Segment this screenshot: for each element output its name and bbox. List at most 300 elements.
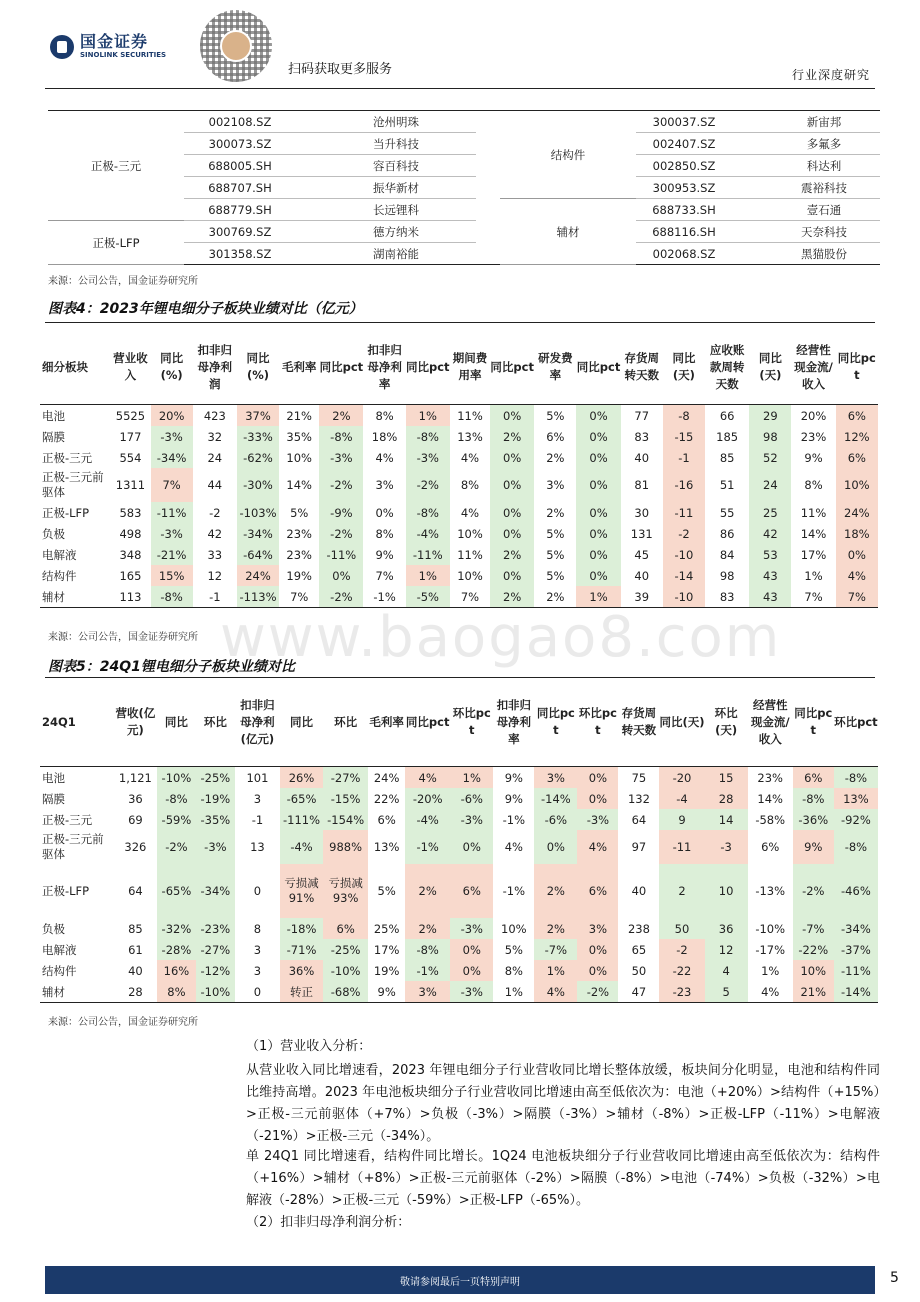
- table-cell: 9%: [375, 547, 394, 562]
- table-row: [40, 939, 878, 960]
- table-cell: 8%: [504, 963, 523, 978]
- table-cell: 0%: [375, 505, 394, 520]
- table-cell: 97: [631, 839, 647, 854]
- company-name: 振华新材: [316, 177, 476, 199]
- table-cell: 4%: [405, 767, 450, 789]
- company-name: 科达利: [768, 155, 880, 177]
- table-cell: -37%: [834, 939, 878, 960]
- stock-code: 002407.SZ: [636, 133, 732, 155]
- table-cell: 177: [119, 429, 142, 444]
- company-name: 震裕科技: [768, 177, 880, 199]
- report-type: 行业深度研究: [791, 68, 870, 82]
- table-cell: 4%: [534, 981, 577, 1003]
- table-cell: -11: [659, 830, 704, 864]
- table-row: [40, 960, 878, 981]
- row-label: 正极-三元: [42, 450, 93, 465]
- watermark: www.baogao8.com: [220, 605, 782, 670]
- column-header: 同比: [280, 678, 323, 767]
- column-header: 扣非归母净利(亿元): [235, 678, 280, 767]
- company-name: 天奈科技: [768, 221, 880, 243]
- stock-code: 688707.SH: [184, 177, 296, 199]
- table-cell: 113: [110, 586, 150, 608]
- table-cell: 10%: [286, 450, 312, 465]
- row-label: 隔膜: [42, 791, 65, 806]
- stock-code: 301358.SZ: [184, 243, 296, 265]
- stock-code: 688733.SH: [636, 199, 732, 221]
- table-cell: -10: [663, 544, 705, 565]
- table-cell: 0%: [577, 939, 618, 960]
- table-cell: 66: [719, 408, 735, 423]
- table-cell: 85: [719, 450, 735, 465]
- table-cell: 9: [659, 809, 704, 830]
- company-name: 壹石通: [768, 199, 880, 221]
- table-cell: 2%: [534, 918, 577, 939]
- table-cell: -2: [209, 505, 221, 520]
- table-cell: 8%: [157, 981, 196, 1003]
- table-row: [40, 544, 878, 565]
- company-name: 沧州明珠: [316, 111, 476, 133]
- table-cell: 498: [119, 526, 142, 541]
- table-cell: 51: [719, 477, 735, 492]
- table-cell: 6%: [836, 405, 878, 427]
- table-cell: 6%: [450, 864, 493, 918]
- source-note: 来源：公司公告，国金证券研究所: [48, 1017, 198, 1028]
- table-cell: 4%: [460, 505, 480, 520]
- table-cell: 13%: [457, 429, 483, 444]
- table-cell: 24%: [237, 565, 279, 586]
- row-label: 电解液: [42, 942, 77, 957]
- table-cell: -12%: [196, 960, 235, 981]
- row-label: 负极: [42, 526, 65, 541]
- table-cell: -1%: [363, 586, 405, 608]
- table-cell: -8%: [834, 830, 878, 864]
- table-cell: 6%: [377, 812, 396, 827]
- table-row: [40, 502, 878, 523]
- table-cell: -32%: [157, 918, 196, 939]
- stock-code: 300953.SZ: [636, 177, 732, 199]
- table-cell: 14%: [757, 791, 783, 806]
- row-label: 正极-LFP: [42, 883, 90, 898]
- table-cell: 21%: [793, 981, 834, 1003]
- table-cell: 19%: [286, 568, 312, 583]
- table-cell: 0%: [450, 960, 493, 981]
- logo-name-cn: 国金证券: [80, 32, 149, 51]
- table-cell: -10%: [157, 767, 196, 789]
- table-cell: 亏损减93%: [323, 864, 368, 918]
- table-cell: 44: [207, 477, 223, 492]
- table-cell: -25%: [323, 939, 368, 960]
- table-cell: 10: [705, 864, 748, 918]
- table-cell: 4: [705, 960, 748, 981]
- table-cell: -65%: [280, 788, 323, 809]
- table-cell: 0%: [577, 960, 618, 981]
- table-cell: 423: [203, 408, 226, 423]
- table-cell: 0%: [576, 502, 620, 523]
- section-heading-profit: （2）扣非归母净利润分析：: [246, 1215, 411, 1230]
- column-header: 细分板块: [40, 330, 110, 405]
- table-cell: 98: [719, 568, 735, 583]
- table-cell: -7%: [793, 918, 834, 939]
- table-cell: -2%: [319, 586, 363, 608]
- table-cell: 0%: [576, 544, 620, 565]
- table-cell: 30: [634, 505, 650, 520]
- table-cell: -71%: [280, 939, 323, 960]
- table-cell: 0: [235, 981, 280, 1003]
- column-header: 同比: [157, 678, 196, 767]
- table-cell: 2%: [405, 864, 450, 918]
- table-cell: 5%: [546, 408, 565, 423]
- table-cell: -3%: [450, 981, 493, 1003]
- table-cell: 43: [749, 565, 791, 586]
- table-cell: 7%: [279, 586, 319, 608]
- table-cell: 83: [634, 429, 650, 444]
- table-cell: 5: [705, 981, 748, 1003]
- table-cell: 0%: [490, 447, 534, 468]
- table-cell: -1%: [405, 830, 450, 864]
- table-cell: 3%: [534, 767, 577, 789]
- table-cell: -8%: [405, 939, 450, 960]
- table-cell: 28: [705, 788, 748, 809]
- source-note: 来源：公司公告，国金证券研究所: [48, 276, 198, 287]
- table-cell: 39: [621, 586, 663, 608]
- column-header: 存货周转天数: [618, 678, 659, 767]
- table-cell: 77: [634, 408, 650, 423]
- column-header: 同比(天): [663, 330, 705, 405]
- table-cell: -2%: [406, 468, 450, 502]
- table-cell: -8%: [157, 788, 196, 809]
- stock-code: 002108.SZ: [184, 111, 296, 133]
- table-cell: 5%: [504, 942, 523, 957]
- row-label: 隔膜: [42, 429, 65, 444]
- table-cell: 0%: [490, 502, 534, 523]
- row-label: 辅材: [40, 981, 114, 1003]
- table-cell: 8%: [804, 477, 823, 492]
- table-cell: 348: [119, 547, 142, 562]
- table-cell: 3%: [577, 918, 618, 939]
- column-header: 24Q1: [40, 678, 114, 767]
- table-cell: 75: [631, 770, 647, 785]
- row-label: 正极-三元: [42, 812, 93, 827]
- table-cell: 0%: [576, 447, 620, 468]
- table-cell: 21%: [286, 408, 312, 423]
- table-row: [40, 830, 878, 864]
- row-label: 负极: [42, 921, 65, 936]
- table-cell: -4%: [405, 809, 450, 830]
- column-header: 期间费用率: [450, 330, 490, 405]
- table-cell: 23%: [286, 526, 312, 541]
- table-cell: -19%: [196, 788, 235, 809]
- company-row: [48, 221, 880, 243]
- table-cell: 23%: [757, 770, 783, 785]
- table-cell: 5%: [546, 568, 565, 583]
- table-cell: 28: [114, 981, 157, 1003]
- table-cell: 5%: [377, 883, 396, 898]
- table-cell: 84: [719, 547, 735, 562]
- column-header: 存货周转天数: [621, 330, 663, 405]
- table-cell: 52: [749, 447, 791, 468]
- table-cell: 1%: [493, 981, 534, 1003]
- group-label: 结构件: [500, 111, 636, 199]
- company-name: 容百科技: [316, 155, 476, 177]
- table-cell: -9%: [319, 502, 363, 523]
- table-cell: 2%: [546, 505, 565, 520]
- table-cell: -92%: [834, 809, 878, 830]
- table-cell: 0%: [490, 405, 534, 427]
- company-logo: [50, 34, 166, 59]
- table-cell: 0%: [490, 468, 534, 502]
- table-cell: -3%: [196, 830, 235, 864]
- table-cell: 2%: [534, 586, 576, 608]
- table-cell: 4%: [836, 565, 878, 586]
- column-header: 研发费率: [534, 330, 576, 405]
- figure-4-rule: [45, 322, 875, 323]
- table-cell: 3: [253, 942, 262, 957]
- table-cell: -68%: [323, 981, 368, 1003]
- table-cell: 0%: [534, 830, 577, 864]
- table-row: [40, 426, 878, 447]
- row-label: 结构件: [42, 568, 77, 583]
- table-cell: -21%: [151, 544, 193, 565]
- table-cell: 1%: [406, 405, 450, 427]
- table-cell: 11%: [800, 505, 827, 520]
- table-cell: 0%: [576, 468, 620, 502]
- table-cell: 33: [207, 547, 223, 562]
- table-row: [40, 523, 878, 544]
- table-cell: 29: [749, 405, 791, 427]
- table-cell: -11: [663, 502, 705, 523]
- page-header: [0, 0, 920, 90]
- table-cell: -46%: [834, 864, 878, 918]
- table-cell: -2: [663, 523, 705, 544]
- table-cell: -4%: [280, 830, 323, 864]
- table-cell: -3%: [406, 447, 450, 468]
- table-row: [40, 809, 878, 830]
- table-cell: 转正: [280, 981, 323, 1003]
- table-cell: 0%: [490, 523, 534, 544]
- table-cell: 25: [749, 502, 791, 523]
- column-header: 毛利率: [279, 330, 319, 405]
- column-header: 环比pct: [834, 678, 878, 767]
- table-cell: 132: [627, 791, 650, 806]
- table-cell: -13%: [755, 883, 786, 898]
- row-label: 正极-三元前驱体: [42, 832, 104, 861]
- table-cell: 2%: [534, 864, 577, 918]
- table-cell: -34%: [151, 447, 193, 468]
- table-cell: -10: [663, 586, 705, 608]
- table-cell: 9%: [368, 981, 405, 1003]
- row-label: 电池: [42, 770, 65, 785]
- header-divider: [45, 88, 875, 89]
- table-cell: -2%: [577, 981, 618, 1003]
- table-cell: 583: [119, 505, 142, 520]
- table-cell: 5%: [546, 526, 565, 541]
- table-cell: -6%: [450, 788, 493, 809]
- logo-icon: [50, 35, 74, 59]
- table-cell: -8%: [406, 426, 450, 447]
- table-cell: -1%: [405, 960, 450, 981]
- figure-5-table: [40, 678, 878, 1003]
- table-cell: 10%: [501, 921, 527, 936]
- column-header: 环比: [323, 678, 368, 767]
- table-cell: -59%: [157, 809, 196, 830]
- table-cell: -23: [659, 981, 704, 1003]
- page-number: 5: [890, 1270, 899, 1286]
- table-cell: -1%: [502, 883, 526, 898]
- table-cell: 1%: [450, 767, 493, 789]
- table-cell: 0%: [576, 523, 620, 544]
- table-cell: 0%: [836, 544, 878, 565]
- table-cell: 1%: [406, 565, 450, 586]
- table-cell: 0%: [450, 830, 493, 864]
- table-cell: 13: [250, 839, 265, 854]
- table-cell: 238: [627, 921, 650, 936]
- table-cell: -103%: [237, 502, 279, 523]
- table-cell: 10%: [457, 526, 483, 541]
- table-cell: -5%: [406, 586, 450, 608]
- table-cell: -62%: [237, 447, 279, 468]
- table-cell: 13%: [373, 839, 400, 854]
- table-cell: 36%: [280, 960, 323, 981]
- table-cell: -113%: [237, 586, 279, 608]
- column-header: 同比(%): [151, 330, 193, 405]
- table-cell: 42: [207, 526, 223, 541]
- column-header: 同比(天): [749, 330, 791, 405]
- table-cell: -22: [659, 960, 704, 981]
- table-cell: 55: [719, 505, 735, 520]
- table-cell: 35%: [286, 429, 312, 444]
- table-cell: 40: [634, 450, 650, 465]
- table-cell: 7%: [375, 568, 394, 583]
- table-cell: 6%: [546, 429, 565, 444]
- stock-code: 300769.SZ: [184, 221, 296, 243]
- table-cell: 554: [119, 450, 142, 465]
- stock-code: 300073.SZ: [184, 133, 296, 155]
- table-cell: 36: [705, 918, 748, 939]
- table-cell: -25%: [196, 767, 235, 789]
- table-cell: 0%: [490, 565, 534, 586]
- qr-center-icon: [220, 30, 252, 62]
- table-cell: -3%: [151, 426, 193, 447]
- table-cell: 0%: [577, 767, 618, 789]
- table-cell: 50: [631, 963, 647, 978]
- table-cell: 86: [719, 526, 735, 541]
- table-cell: 19%: [373, 963, 400, 978]
- table-cell: 10%: [793, 960, 834, 981]
- row-label: 结构件: [42, 963, 77, 978]
- table-cell: -33%: [237, 426, 279, 447]
- column-header: 营业收入: [110, 330, 150, 405]
- table-cell: 0%: [576, 405, 620, 427]
- table-cell: -64%: [237, 544, 279, 565]
- table-cell: -2%: [319, 468, 363, 502]
- table-cell: -8%: [151, 586, 193, 608]
- table-cell: -111%: [280, 809, 323, 830]
- table-cell: -10%: [755, 921, 786, 936]
- table-cell: -27%: [196, 939, 235, 960]
- figure-4-title: 图表4：2023年锂电细分子板块业绩对比（亿元）: [48, 301, 363, 317]
- table-cell: 1%: [534, 960, 577, 981]
- table-cell: 988%: [323, 830, 368, 864]
- table-row: [40, 918, 878, 939]
- column-header: 扣非归母净利率: [363, 330, 405, 405]
- table-cell: -15%: [323, 788, 368, 809]
- table-row: [40, 788, 878, 809]
- row-label: 正极-LFP: [42, 505, 90, 520]
- logo-name-en: SINOLINK SECURITIES: [80, 51, 167, 59]
- table-cell: 131: [630, 526, 653, 541]
- table-cell: 9%: [504, 791, 523, 806]
- table-cell: -6%: [534, 809, 577, 830]
- column-header: 同比pct: [534, 678, 577, 767]
- table-cell: 101: [246, 770, 269, 785]
- table-cell: 185: [716, 429, 739, 444]
- table-cell: -14%: [834, 981, 878, 1003]
- stock-code: 002068.SZ: [636, 243, 732, 265]
- table-cell: 64: [128, 883, 143, 898]
- table-cell: 20%: [151, 405, 193, 427]
- stock-code: 300037.SZ: [636, 111, 732, 133]
- table-cell: 40: [631, 883, 647, 898]
- table-cell: 65: [631, 942, 647, 957]
- company-list-table: [48, 110, 880, 265]
- table-cell: 40: [634, 568, 650, 583]
- table-cell: 1%: [761, 963, 780, 978]
- column-header: 营收(亿元): [114, 678, 157, 767]
- group-label: 辅材: [500, 199, 636, 265]
- table-cell: 11%: [457, 408, 483, 423]
- table-cell: 9%: [504, 770, 523, 785]
- table-cell: 69: [128, 812, 143, 827]
- section-heading-revenue: （1）营业收入分析：: [246, 1039, 372, 1054]
- company-name: 新宙邦: [768, 111, 880, 133]
- table-cell: -3%: [151, 523, 193, 544]
- table-cell: 7%: [791, 586, 835, 608]
- table-cell: 40: [128, 963, 143, 978]
- table-cell: -4%: [406, 523, 450, 544]
- table-cell: 10%: [836, 468, 878, 502]
- table-cell: 6%: [323, 918, 368, 939]
- table-cell: -7%: [534, 939, 577, 960]
- table-cell: 14%: [800, 526, 827, 541]
- table-cell: -1%: [502, 812, 526, 827]
- table-cell: -28%: [157, 939, 196, 960]
- group-label: 正极-三元: [48, 111, 184, 221]
- column-header: 环比: [196, 678, 235, 767]
- table-cell: -36%: [793, 809, 834, 830]
- table-row: [40, 447, 878, 468]
- footer-bar: [45, 1266, 875, 1294]
- table-cell: -23%: [196, 918, 235, 939]
- table-cell: 2: [659, 864, 704, 918]
- column-header: 同比pct: [405, 678, 450, 767]
- column-header: 环比pct: [450, 678, 493, 767]
- table-cell: 0%: [450, 939, 493, 960]
- table-cell: 1%: [804, 568, 823, 583]
- table-cell: 3: [253, 963, 262, 978]
- table-cell: 4%: [460, 450, 480, 465]
- table-cell: 26%: [280, 767, 323, 789]
- table-cell: -11%: [319, 544, 363, 565]
- table-cell: -20: [659, 767, 704, 789]
- company-name: 德方纳米: [316, 221, 476, 243]
- table-cell: -34%: [237, 523, 279, 544]
- column-header: 扣非归母净利率: [493, 678, 534, 767]
- table-cell: 4%: [748, 981, 793, 1003]
- paragraph-revenue-2023: 从营业收入同比增速看，2023 年锂电细分子行业营收同比增长整体放缓，板块间分化明显，电池和结构件同比维持高增。2023 年电池板块细分子行业营收同比增速由高至低依次为：电池（+20%）>结构件（+15%）>正极-三元前驱体（+7%）>负极（-3%）>隔膜（-3%）>辅材（-8%）>正极-LFP（-11%）>电解液（-21%）>正极-三元（-34%）。: [246, 1063, 880, 1144]
- table-cell: -11%: [834, 960, 878, 981]
- table-cell: -15: [663, 426, 705, 447]
- column-header: 同比pct: [576, 330, 620, 405]
